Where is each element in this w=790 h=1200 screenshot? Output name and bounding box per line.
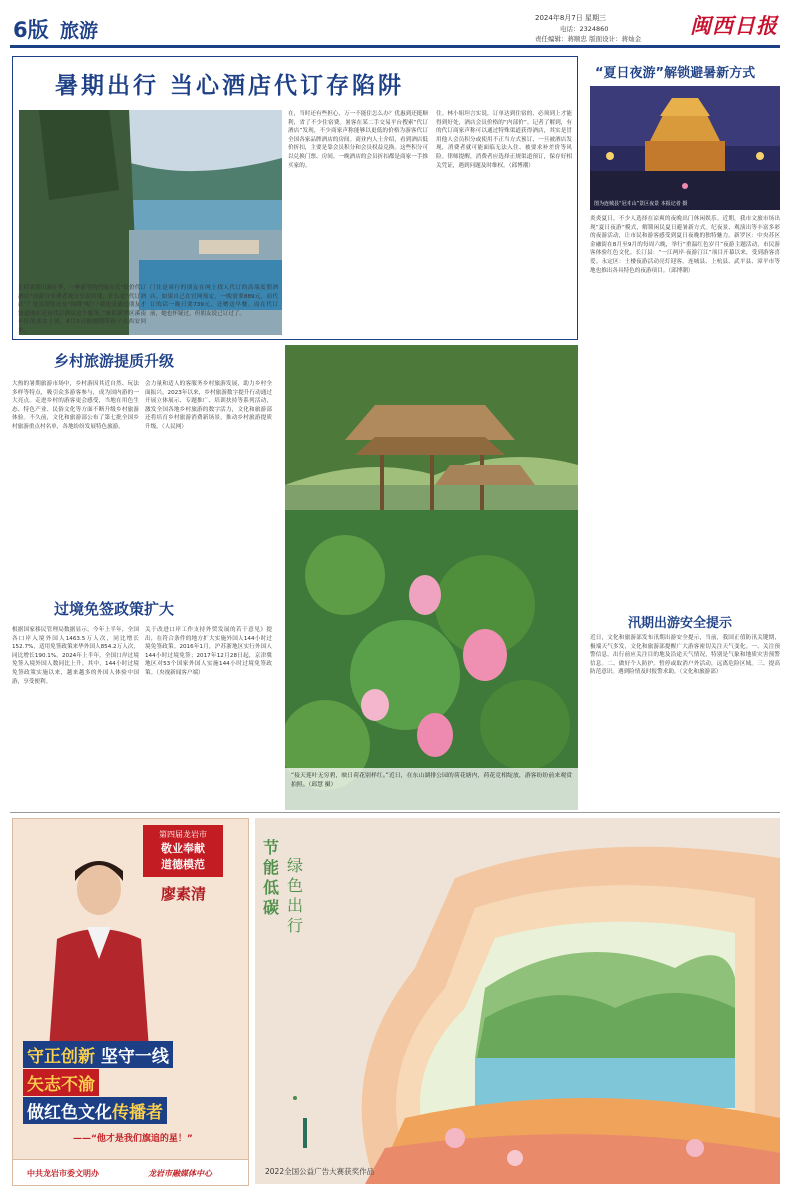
rural-col2: 会力量和适人的客服务乡村旅游发展，助力乡村全面振兴。2023年以来，乡村旅游数字提升行动通过开展立体展示、专题推广、培训扶持等系列活动，激发全国各地乡村旅游的数字活力，文化和旅游部还将培育乡村旅游消费新场景，推动乡村旅游提质升级。（人民网） <box>145 381 272 430</box>
lotus-caption <box>285 768 578 810</box>
ad-vertical-2: 绿色出行 <box>287 856 304 935</box>
lotus-caption-text: “接天莲叶无穷碧，映日荷花别样红。”近日，在东山湖排公园的荷花塘内，荷花竞相绽放，游客纷纷前来观赏拍照。（邱慧 摄） <box>291 773 572 788</box>
badge-line3: 道德模范 <box>161 858 205 871</box>
paper-logo: 闽西日报 <box>690 14 778 38</box>
safety-title: 汛期出游安全提示 <box>628 616 733 631</box>
slogan3-highlight: 传播者 <box>112 1103 163 1123</box>
phone-line: 电话：2324860 <box>560 25 609 33</box>
lead-col2-text: 门住是周行的朋友在网上找人代订的高端度假酒店。如果自己在官网预定，一晚需要889元，而代订的话一晚只要739元，还赠送早餐。而在代订前，她也怀疑过，但朋友说已订过了。 <box>150 285 278 317</box>
ad-separator <box>10 812 780 813</box>
slogan1-highlight: 守正创新 <box>27 1047 95 1067</box>
lead-col1-text: 正值暑期出游旺季，一种新型的代购方式“低价代订酒店”成游分享费者视分享说钓别，什么是“代订酒店”？是真划算还是“钩阱”呢？“我也是通过朋友才知道现在还有代订酒店这个服务。”家住新罗区溪南小区的邓女士说，8月3日她刚刚带孩子从西安回来。 <box>18 285 146 334</box>
editor-line: 责任编辑：蒋顺忠 版面设计：蒋灿金 <box>535 35 642 43</box>
visa-col1: 根据国家移民管理局数据显示，今年上半年，全国各口岸入境外国人1463.5万人次，同比增长152.7%，适用免签政策来华外国人854.2万人次，同比增长190.1%。2024年上半年，全国口岸过境免签入境外国人数同比上升。其中，144小时过境免签政策实施以来，越来越多的外国人体验中国游，享受便利。 <box>12 627 139 685</box>
masthead-rule <box>10 45 780 48</box>
date-line: 2024年8月7日 星期三 <box>535 14 606 22</box>
slogan3-rest: 做红色文化 <box>27 1103 112 1123</box>
lead-col4: 住。林小姐坦言实说，订单达到住宿的，必须到上才能得到好处，酒店会员价格的“内部价”。记者了解到，有的代订商家声称可以通过特殊渠道获得酒店，其实是冒用他人会员积分或使用不正当方式预订，一旦被酒店发现，消费者就可能面临无法入住、被要求补差价等风险。律师提醒，消费者应选择正规渠道预订，保存好相关凭证，遇到问题及时维权。（邱博潮） <box>436 111 572 169</box>
slogan1-rest: 坚守一线 <box>100 1047 169 1067</box>
visa-title: 过境免签政策扩大 <box>54 600 175 618</box>
lead-col3: 在，当时还有些担心，万一不能住怎么办？优惠到还挺顺利，省了不少住宿费。暑客在某二手交易平台搜索“代订酒店”发现，不少商家声称能够以更低的价格为游客代订全国各家品牌酒店的房间。商业内人士介绍，看到酒店低价折扣，主要是靠会员积分和会员权益兑换。这些积分可以兑换门票、房间。一晚酒店的会员折扣都是商家一手推买家的。 <box>288 111 428 169</box>
ad-vertical-1: 节能低碳 <box>263 838 280 917</box>
lotus-pavilion-photo <box>285 345 578 810</box>
ad-quote: ——“他才是我们旗追的星！” <box>73 1134 193 1144</box>
badge-line2: 敬业奉献 <box>161 842 205 855</box>
rural-col1: 大热的暑期旅游市场中，乡村游因其近自然、玩法多样等特点，吸引众多游客参与，成为国内游的一大亮点。走进乡村的游客更会感受，当地在用色生态、特色产业、民俗文化等方面不断升级乡村旅游体验。不久前，文化和旅游部公布了第七批全国乡村旅游重点村名单，各地纷纷发展特色旅游。 <box>12 381 139 430</box>
masthead <box>0 0 790 55</box>
page-number: 6版 <box>13 18 49 42</box>
green-travel-ad <box>255 818 780 1184</box>
ad-footer-bar <box>13 1159 248 1186</box>
slogan-line2: 矢志不渝 <box>23 1069 99 1096</box>
lead-headline: 暑期出行 当心酒店代订存陷阱 <box>55 73 405 99</box>
visa-col2: 关于改进口岸工作支持外贸发展的若干意见》提出，在符合条件的地方扩大实施外国人144小时过境免签政策。2016年1月，沪苏浙地区实行外国人144小时过境免签；2017年12月28日起，京津冀地区对53个国家外国人实施144小时过境免签政策。（央视新闻客户端） <box>145 627 272 676</box>
ad-footer-left: 中共龙岩市委文明办 <box>27 1169 99 1178</box>
badge-line1: 第四届龙岩市 <box>159 830 207 839</box>
night-photo-caption: 图为连城县“冠豸山”景区夜景 本报记者 摄 <box>594 201 688 207</box>
ad-right-footer: 2022全国公益广告大赛获奖作品 <box>265 1167 375 1176</box>
night-tour-photo <box>590 86 780 210</box>
section-name: 旅游 <box>60 20 99 42</box>
person-name: 廖素清 <box>161 885 207 903</box>
rural-title: 乡村旅游提质升级 <box>54 352 175 370</box>
slogan-line3 <box>23 1097 167 1124</box>
role-model-ad <box>12 818 249 1186</box>
right-feature-title: “夏日夜游”解锁避暑新方式 <box>595 66 756 81</box>
slogan-line1 <box>23 1041 173 1068</box>
person-portrait <box>39 849 159 1049</box>
safety-text: 近日，文化和旅游部发布汛期出游安全提示，当前，我国正值防汛关键期，极端天气多发，文化和旅游部提醒广大游客密切关注天气变化。一、关注预警信息。出行前应关注目的地及沿途天气情况，特别是气象和地质灾害预警信息。二、做好个人防护。暂停或取消户外活动，远离危险区域。三、提高防范意识。遇到险情及时报警求助。（文化和旅游部） <box>590 635 780 676</box>
ad-footer-right: 龙岩市融媒体中心 <box>148 1169 212 1178</box>
right-feature-text: 炎炎夏日，不少人选择在凉爽的夜晚出门休闲娱乐。近期，我市文旅市场出现“夏日夜游”模式，解锁闲民夏日避暑新方式。纪夜景、观演出等丰富多彩的夜游活动，让市民和游客感受到夏日夜晚的独特魅力。新罗区：中央苏区金融街在8月至9月的每周六晚，举行“重温红色岁月”夜游主题活动，市民游客体验红色文化。长汀县：“一江两岸·夜游汀江”项目开幕以来，受到游客喜爱。永定区：土楼夜游活动亮灯迎客。连城县、上杭县、武平县、漳平市等地也推出各具特色的夜游项目。（邱博潮） <box>590 216 780 274</box>
